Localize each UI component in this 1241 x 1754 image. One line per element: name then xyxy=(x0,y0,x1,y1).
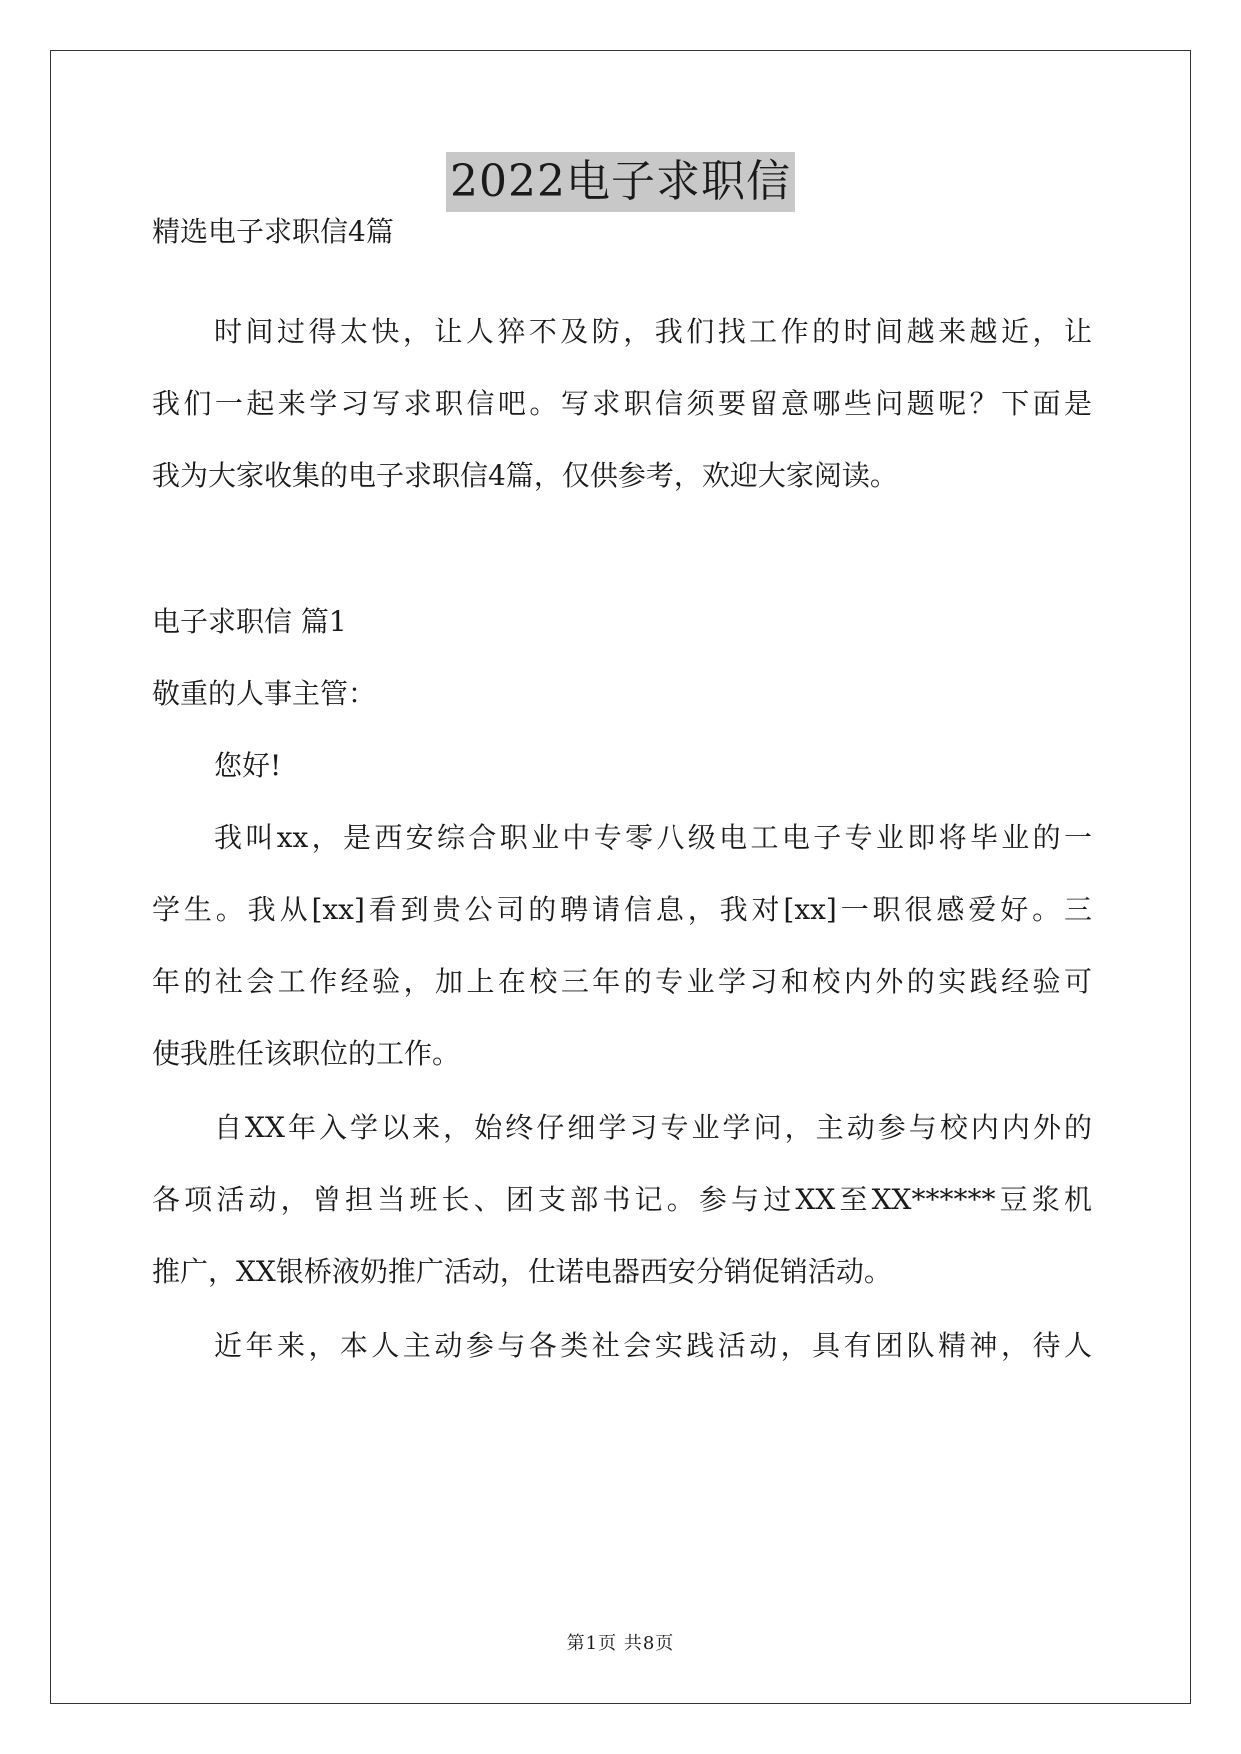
intro-line: 我为大家收集的电子求职信4篇，仅供参考，欢迎大家阅读。 xyxy=(152,459,898,492)
paragraph-line: 年的社会工作经验，加上在校三年的专业学习和校内外的实践经验可 xyxy=(152,965,1092,998)
paragraph-line: 各项活动，曾担当班长、团支部书记。参与过XX至XX******豆浆机 xyxy=(152,1183,1092,1216)
page-number-footer: 第1页 共8页 xyxy=(566,1633,675,1654)
paragraph-line: 我叫xx，是西安综合职业中专零八级电工电子专业即将毕业的一 xyxy=(214,821,1092,854)
salutation: 敬重的人事主管： xyxy=(152,677,377,710)
document-subtitle: 精选电子求职信4篇 xyxy=(152,215,394,248)
intro-line: 我们一起来学习写求职信吧。写求职信须要留意哪些问题呢？下面是 xyxy=(152,387,1092,420)
paragraph-line: 使我胜任该职位的工作。 xyxy=(152,1037,461,1070)
paragraph-line: 推广，XX银桥液奶推广活动，仕诺电器西安分销促销活动。 xyxy=(152,1255,892,1288)
paragraph-line: 近年来，本人主动参与各类社会实践活动，具有团队精神，待人 xyxy=(214,1329,1092,1362)
greeting: 您好! xyxy=(214,749,282,782)
document-title: 2022电子求职信 xyxy=(446,152,795,212)
intro-line: 时间过得太快，让人猝不及防，我们找工作的时间越来越近，让 xyxy=(214,315,1092,348)
paragraph-line: 自XX年入学以来，始终仔细学习专业学问，主动参与校内内外的 xyxy=(214,1111,1092,1144)
page-border xyxy=(50,50,1191,1704)
title-block xyxy=(0,152,1241,212)
paragraph-line: 学生。我从[xx]看到贵公司的聘请信息，我对[xx]一职很感爱好。三 xyxy=(152,893,1092,926)
section-heading: 电子求职信 篇1 xyxy=(152,605,347,638)
